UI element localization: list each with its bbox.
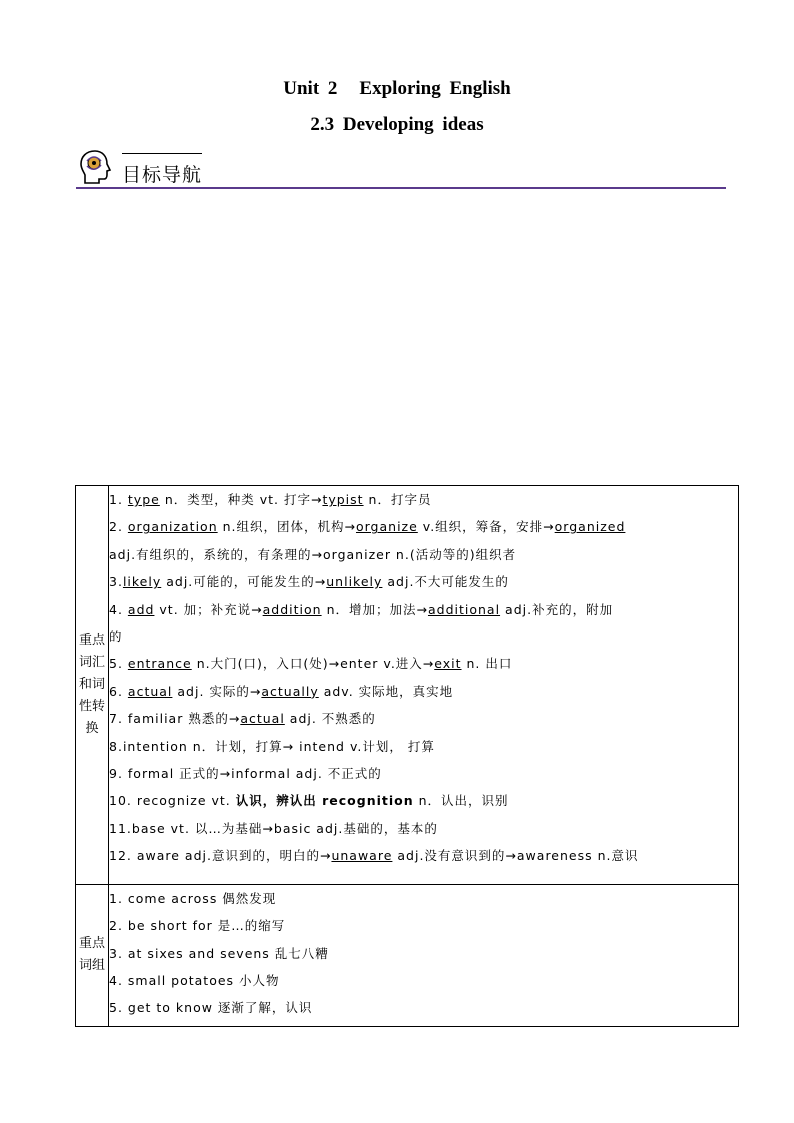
list-item: 7. familiar 熟悉的→actual adj. 不熟悉的	[109, 711, 376, 727]
vocab-row	[76, 486, 739, 885]
vocab-table	[75, 485, 739, 1027]
list-item: 11.base vt. 以…为基础→basic adj.基础的，基本的	[109, 820, 438, 836]
section-overline	[122, 153, 202, 154]
phrase-list	[109, 884, 739, 1026]
phrase-row	[76, 884, 739, 1026]
list-item: 3. at sixes and sevens 乱七八糟	[109, 945, 329, 961]
list-item: 4. add vt. 加；补充说→addition n．增加；加法→additional adj.补充的，附加	[109, 601, 614, 617]
document-title	[0, 78, 794, 100]
list-item: 2. organization n.组织，团体，机构→organize v.组织，筹备，安排→organized	[109, 519, 626, 535]
list-item: 3.likely adj.可能的，可能发生的→unlikely adj.不大可能发生的	[109, 574, 509, 590]
head-brain-icon	[78, 149, 112, 185]
list-item: 2. be short for 是…的缩写	[109, 918, 286, 934]
document-subtitle: 2.3 Developing ideas	[310, 114, 484, 135]
list-item: 6. actual adj. 实际的→actually adv. 实际地，真实地	[109, 683, 454, 699]
list-item: 4. small potatoes 小人物	[109, 972, 280, 988]
list-item: 12. aware adj.意识到的，明白的→unaware adj.没有意识到的→awareness n.意识	[109, 848, 639, 864]
section-title: 目标导航	[122, 164, 203, 186]
list-item: 的	[109, 629, 123, 645]
section-divider	[76, 187, 726, 189]
category-cell: 重点词组	[76, 884, 109, 1026]
list-item: 5. get to know 逐渐了解，认识	[109, 1000, 313, 1016]
list-item: 1. type n．类型，种类 vt. 打字→typist n．打字员	[109, 492, 432, 507]
vocab-list	[109, 486, 739, 885]
title-unit: Unit 2	[283, 78, 338, 99]
section-header	[76, 146, 726, 190]
list-item: 10. recognize vt. 认识，辨认出 recognition n．认出，识别	[109, 793, 509, 809]
list-item: 8.intention n．计划，打算→ intend v.计划， 打算	[109, 738, 435, 754]
list-item: 1. come across 偶然发现	[109, 890, 277, 906]
category-cell: 重点词汇和词性转换	[76, 486, 109, 885]
list-item: 9. formal 正式的→informal adj. 不正式的	[109, 766, 382, 782]
list-item: adj.有组织的，系统的，有条理的→organizer n.(活动等的)组织者	[109, 546, 517, 562]
list-item: 5. entrance n.大门(口)，入口(处)→enter v.进入→exit n. 出口	[109, 656, 513, 672]
title-topic: Exploring English	[359, 78, 511, 99]
